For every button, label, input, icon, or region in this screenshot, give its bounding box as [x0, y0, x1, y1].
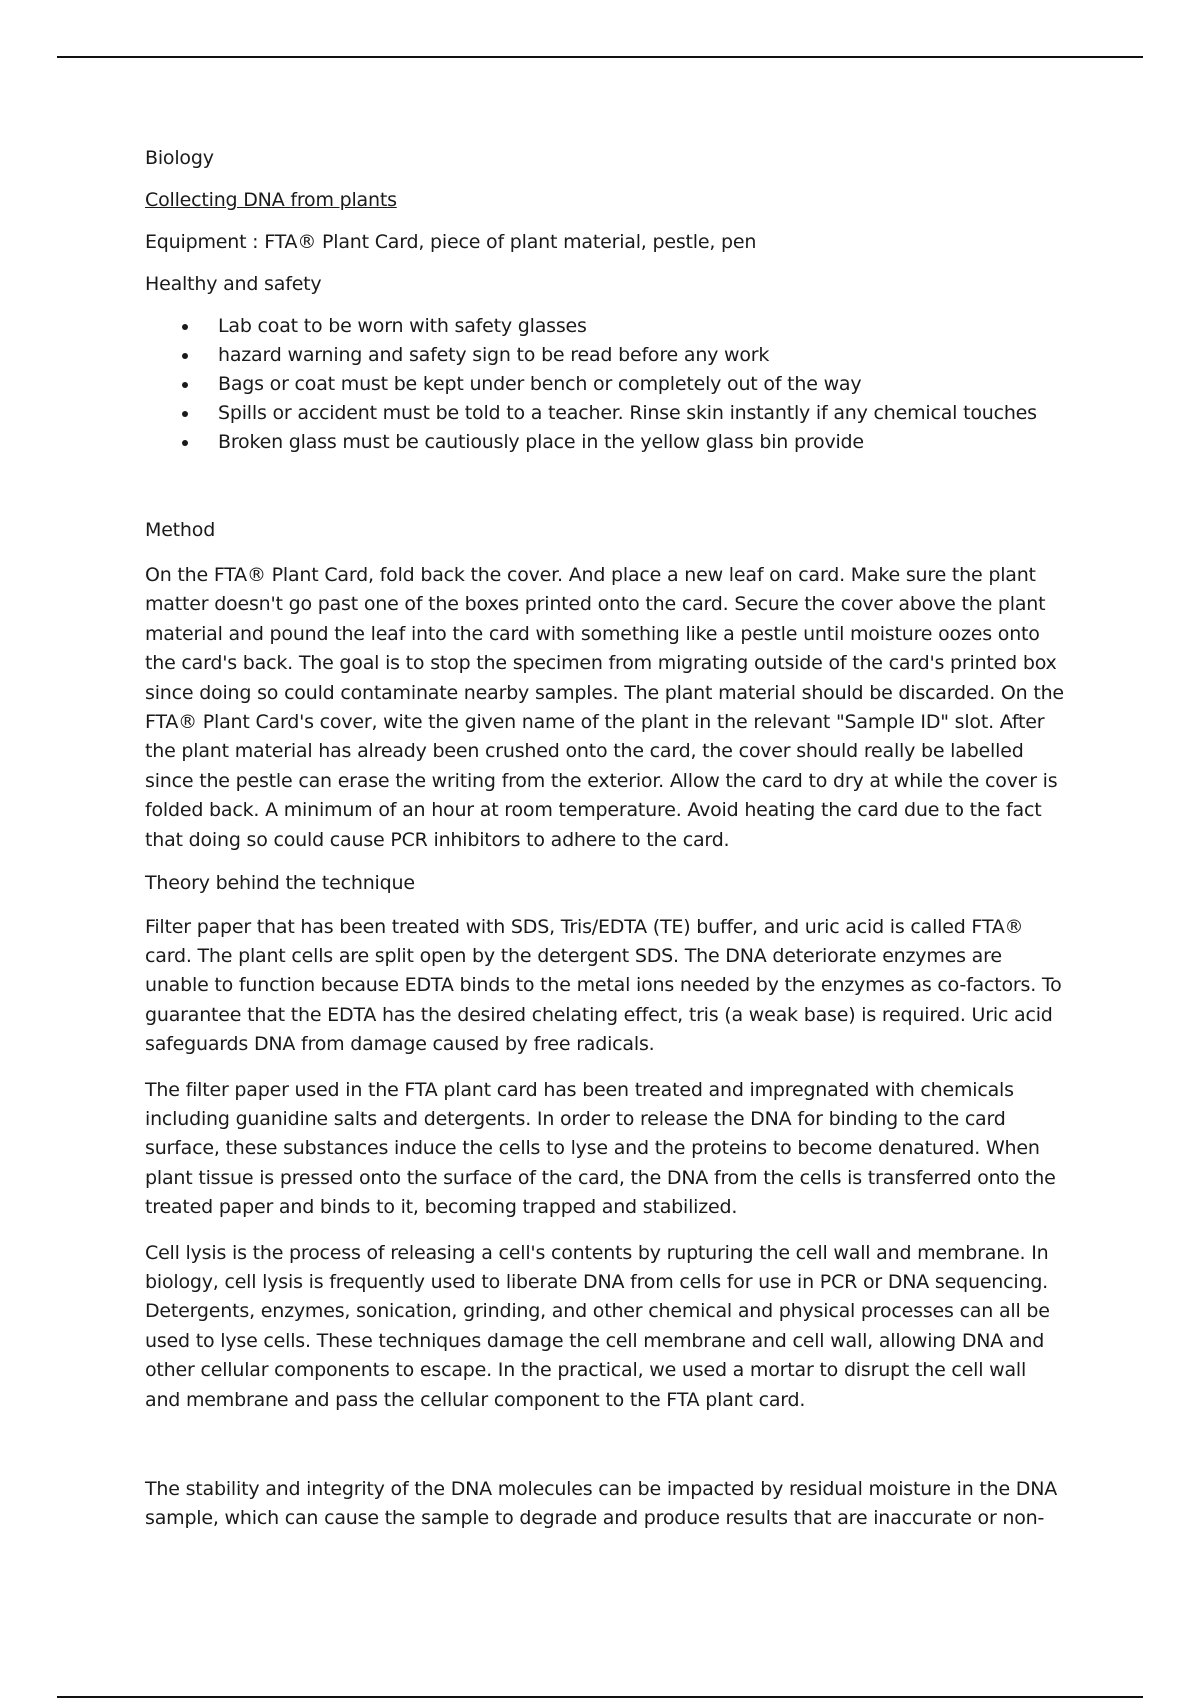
- subject-heading: Biology: [145, 147, 214, 169]
- document-page: [145, 144, 1065, 1534]
- list-item-text: Spills or accident must be told to a teacher. Rinse skin instantly if any chemical touches: [218, 401, 1037, 424]
- list-item: [145, 428, 1065, 457]
- bullet-icon: [182, 440, 188, 446]
- theory-paragraph: Filter paper that has been treated with SDS, Tris/EDTA (TE) buffer, and uric acid is called FTA® card. The plant cells are split open by the detergent SDS. The DNA deteriorate enzymes are unable to function because EDTA binds to the metal ions needed by the enzymes as co-factors. To guarantee that the EDTA has the desired chelating effect, tris (a weak base) is required. Uric acid safeguards DNA from damage caused by free radicals.: [145, 915, 1062, 1056]
- bullet-icon: [182, 382, 188, 388]
- list-item: [145, 312, 1065, 341]
- method-paragraph: On the FTA® Plant Card, fold back the cover. And place a new leaf on card. Make sure the plant matter doesn't go past one of the boxes printed onto the card. Secure the cover above the plant material and pound the leaf into the card with something like a pestle until moisture oozes onto the card's back. The goal is to stop the specimen from migrating outside of the card's printed box since doing so could contaminate nearby samples. The plant material should be discarded. On the FTA® Plant Card's cover, wite the given name of the plant in the relevant "Sample ID" slot. After the plant material has already been crushed onto the card, the cover should really be labelled since the pestle can erase the writing from the exterior. Allow the card to dry at while the cover is folded back. A minimum of an hour at room temperature. Avoid heating the card due to the fact that doing so could cause PCR inhibitors to adhere to the card.: [145, 564, 1064, 851]
- list-item: [145, 399, 1065, 428]
- list-item: [145, 370, 1065, 399]
- list-item-text: hazard warning and safety sign to be read before any work: [218, 343, 770, 366]
- method-heading: Method: [145, 518, 216, 541]
- list-item-text: Broken glass must be cautiously place in the yellow glass bin provide: [218, 430, 864, 453]
- theory-paragraph: The filter paper used in the FTA plant card has been treated and impregnated with chemicals including guanidine salts and detergents. In order to release the DNA for binding to the card surface, these substances induce the cells to lyse and the proteins to become denatured. When plant tissue is pressed onto the surface of the card, the DNA from the cells is transferred onto the treated paper and binds to it, becoming trapped and stabilized.: [145, 1078, 1056, 1219]
- bullet-icon: [182, 324, 188, 330]
- list-item-text: Bags or coat must be kept under bench or completely out of the way: [218, 372, 862, 395]
- footer-rule: [57, 1696, 1143, 1698]
- theory-heading: Theory behind the technique: [145, 872, 415, 895]
- document-title: Collecting DNA from plants: [145, 189, 397, 212]
- list-item: [145, 341, 1065, 370]
- safety-list: [145, 312, 1065, 457]
- header-rule: [57, 56, 1143, 58]
- bullet-icon: [182, 411, 188, 417]
- theory-paragraph: Cell lysis is the process of releasing a cell's contents by rupturing the cell wall and membrane. In biology, cell lysis is frequently used to liberate DNA from cells for use in PCR or DNA sequencing. Detergents, enzymes, sonication, grinding, and other chemical and physical processes can all be used to lyse cells. These techniques damage the cell membrane and cell wall, allowing DNA and other cellular components to escape. In the practical, we used a mortar to disrupt the cell wall and membrane and pass the cellular component to the FTA plant card.: [145, 1241, 1050, 1411]
- bullet-icon: [182, 353, 188, 359]
- list-item-text: Lab coat to be worn with safety glasses: [218, 314, 587, 337]
- theory-paragraph: The stability and integrity of the DNA molecules can be impacted by residual moisture in the DNA sample, which can cause the sample to degrade and produce results that are inaccurate or non-: [145, 1478, 1058, 1530]
- safety-heading: Healthy and safety: [145, 273, 322, 296]
- equipment-line: Equipment : FTA® Plant Card, piece of plant material, pestle, pen: [145, 230, 757, 253]
